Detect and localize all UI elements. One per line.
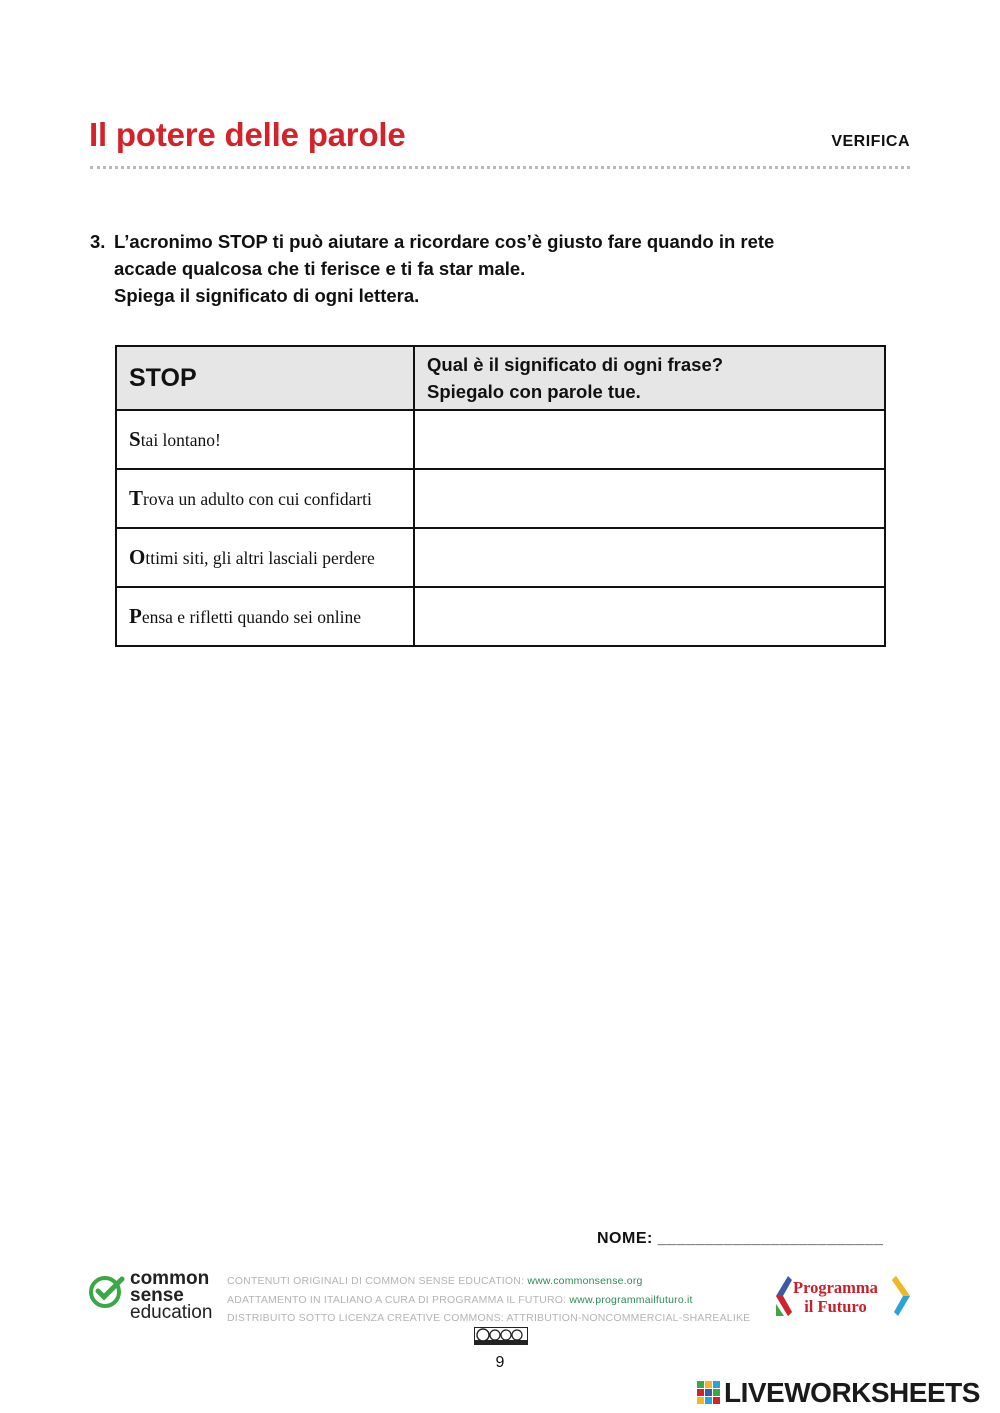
phrase-t [116,469,414,528]
creative-commons-badge-icon [474,1327,528,1345]
meaning-header [414,346,885,410]
checkmark-icon [88,1274,126,1310]
table-row [116,410,885,469]
page-number: 9 [495,1354,505,1371]
question-line-2: accade qualcosa che ti ferisce e ti fa star male. [114,258,526,279]
pf-line-2: il Futuro [804,1297,867,1316]
phrase-rest: ttimi siti, gli altri lasciali perdere [145,548,375,568]
liveworksheets-logo-icon [697,1381,721,1405]
phrase-initial: S [129,427,141,451]
logo-line-1: common [130,1268,210,1289]
page-title: Il potere delle parole [89,116,406,153]
common-sense-logo [130,1270,212,1321]
answer-cell-o[interactable] [414,528,885,587]
name-field-label: NOME: ________________________ [597,1230,884,1247]
programma-il-futuro-text [793,1278,878,1316]
question-line-1: L’acronimo STOP ti può aiutare a ricordare cos’è giusto fare quando in rete [114,231,775,252]
phrase-p [116,587,414,646]
question-line-3: Spiega il significato di ogni lettera. [114,285,420,306]
question-number: 3. [90,231,106,252]
section-label: VERIFICA [831,133,910,150]
table-row [116,469,885,528]
answer-cell-p[interactable] [414,587,885,646]
credit-1-link[interactable]: www.commonsense.org [527,1275,643,1287]
phrase-initial: P [129,604,142,628]
stop-table [115,345,886,647]
credit-1-text: CONTENUTI ORIGINALI DI COMMON SENSE EDUCATION: [227,1275,528,1287]
credit-3-text: DISTRIBUITO SOTTO LICENZA CREATIVE COMMONS: ATTRIBUTION-NONCOMMERCIAL-SHAREALIKE [227,1312,751,1324]
phrase-initial: O [129,545,146,569]
pf-line-1: Programma [793,1278,878,1297]
meaning-header-line-1: Qual è il significato di ogni frase? [427,354,724,375]
phrase-s [116,410,414,469]
liveworksheets-watermark: LIVEWORKSHEETS [724,1377,980,1408]
phrase-rest: rova un adulto con cui confidarti [143,489,372,509]
table-header-row [116,346,885,410]
credit-2-text: ADATTAMENTO IN ITALIANO A CURA DI PROGRAMMA IL FUTURO: [227,1293,570,1306]
phrase-rest: tai lontano! [140,430,221,450]
credit-2-link[interactable]: www.programmailfuturo.it [569,1293,693,1306]
stop-header: STOP [116,346,414,410]
credits [227,1272,750,1328]
phrase-initial: T [129,486,144,510]
logo-line-2: sense [130,1285,184,1306]
meaning-header-line-2: Spiegalo con parole tue. [427,381,641,402]
header-divider [90,166,910,169]
logo-line-3: education [130,1302,213,1323]
phrase-rest: ensa e rifletti quando sei online [141,607,361,627]
table-row [116,528,885,587]
answer-cell-s[interactable] [414,410,885,469]
question-text [90,228,774,309]
answer-cell-t[interactable] [414,469,885,528]
table-row [116,587,885,646]
phrase-o [116,528,414,587]
